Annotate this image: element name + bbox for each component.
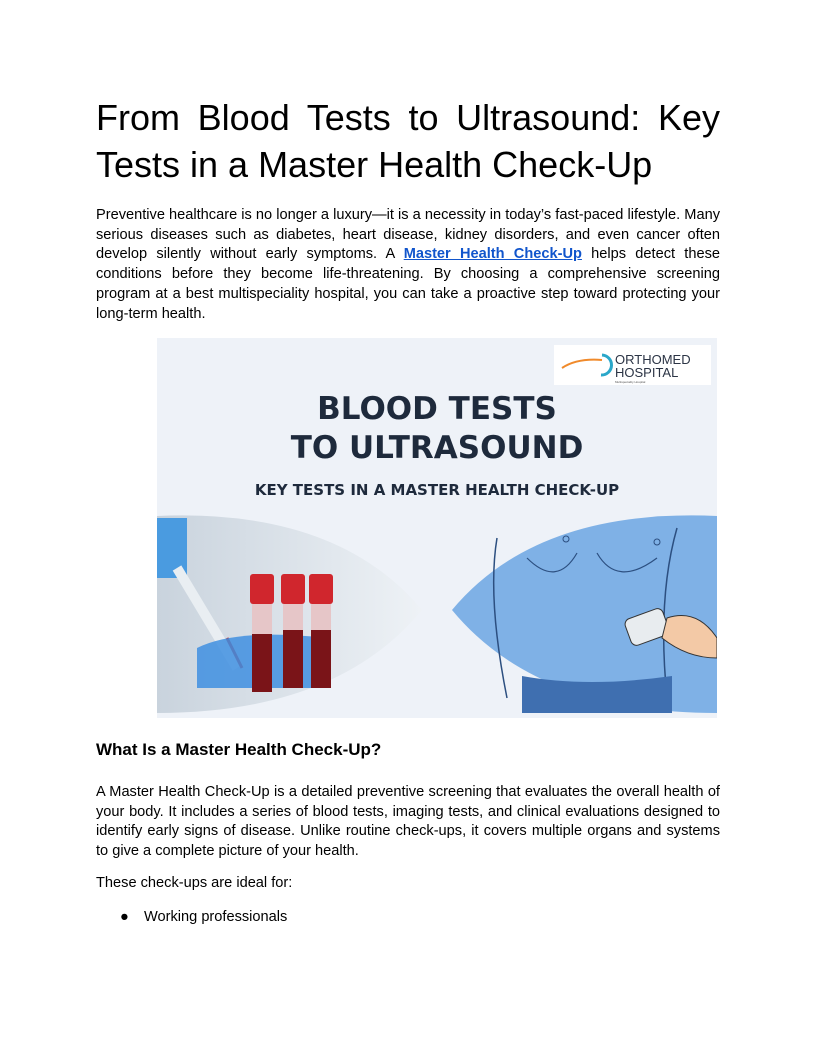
logo-line1: ORTHOMED (615, 352, 691, 367)
bullet-icon: ● (120, 909, 129, 925)
title-line-2: Tests in a Master Health Check-Up (96, 144, 653, 185)
intro-paragraph (96, 206, 720, 324)
section-heading: What Is a Master Health Check-Up? (96, 740, 382, 759)
logo-tagline: Multispeciality Hospital (615, 380, 646, 384)
list-item-text: Working professionals (144, 909, 288, 925)
logo-line2: HOSPITAL (615, 365, 679, 380)
section-paragraph: A Master Health Check-Up is a detailed preventive screening that evaluates the overall health of your body. It includes a series of blood tests, imaging tests, and clinical evaluations designed to identify early signs of disease. Unlike routine check-ups, it covers multiple organs and systems to give a complete picture of your health. (96, 784, 720, 860)
ideal-intro: These check-ups are ideal for: (96, 875, 293, 891)
hero-headline-1: BLOOD TESTS (317, 391, 557, 427)
hero-subheadline: KEY TESTS IN A MASTER HEALTH CHECK-UP (254, 481, 620, 499)
intro-text-cont: helps detect these conditions before they become life-threatening. By choosing a comprehensive screening program at a best multispeciality hospital, you can take a proactive step toward protecting your long-term health. (96, 246, 720, 322)
title-line-1: From Blood Tests to Ultrasound: Key (96, 97, 720, 138)
master-health-checkup-link[interactable]: Master Health Check-Up (403, 246, 582, 263)
intro-text: Preventive healthcare is no longer a luxury—it is a necessity in today’s fast-paced lifestyle. Many serious diseases such as diabetes, heart disease, kidney disorders, and even cancer often develop silently without early symptoms. A (96, 207, 720, 263)
hero-image (157, 338, 717, 718)
blood-tubes (250, 574, 333, 692)
page-title (96, 94, 720, 188)
hero-headline-2: TO ULTRASOUND (290, 430, 584, 466)
list-item (120, 908, 287, 928)
